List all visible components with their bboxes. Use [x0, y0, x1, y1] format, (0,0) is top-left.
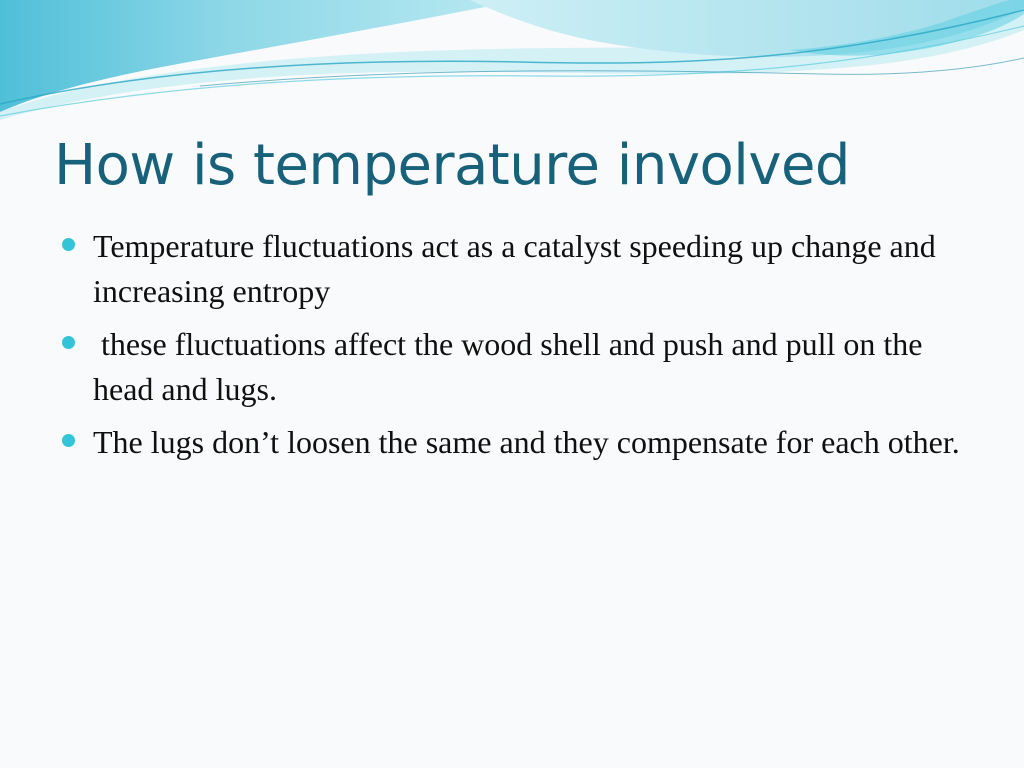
slide-title: How is temperature involved: [54, 133, 850, 198]
bullet-item-2: [62, 322, 962, 412]
wave-banner-decoration: [0, 0, 1024, 140]
bullet-dot-icon: [62, 434, 75, 447]
bullet-text-2: these fluctuations affect the wood shell and push and pull on the head and lugs.: [93, 326, 923, 407]
bullet-item-3: [62, 420, 962, 465]
bullet-dot-icon: [62, 336, 75, 349]
bullet-list: [62, 224, 962, 473]
bullet-dot-icon: [62, 238, 75, 251]
bullet-text-3: The lugs don’t loosen the same and they compensate for each other.: [93, 424, 960, 460]
bullet-item-1: [62, 224, 962, 314]
bullet-text-1: Temperature fluctuations act as a catalyst speeding up change and increasing entropy: [93, 228, 936, 309]
